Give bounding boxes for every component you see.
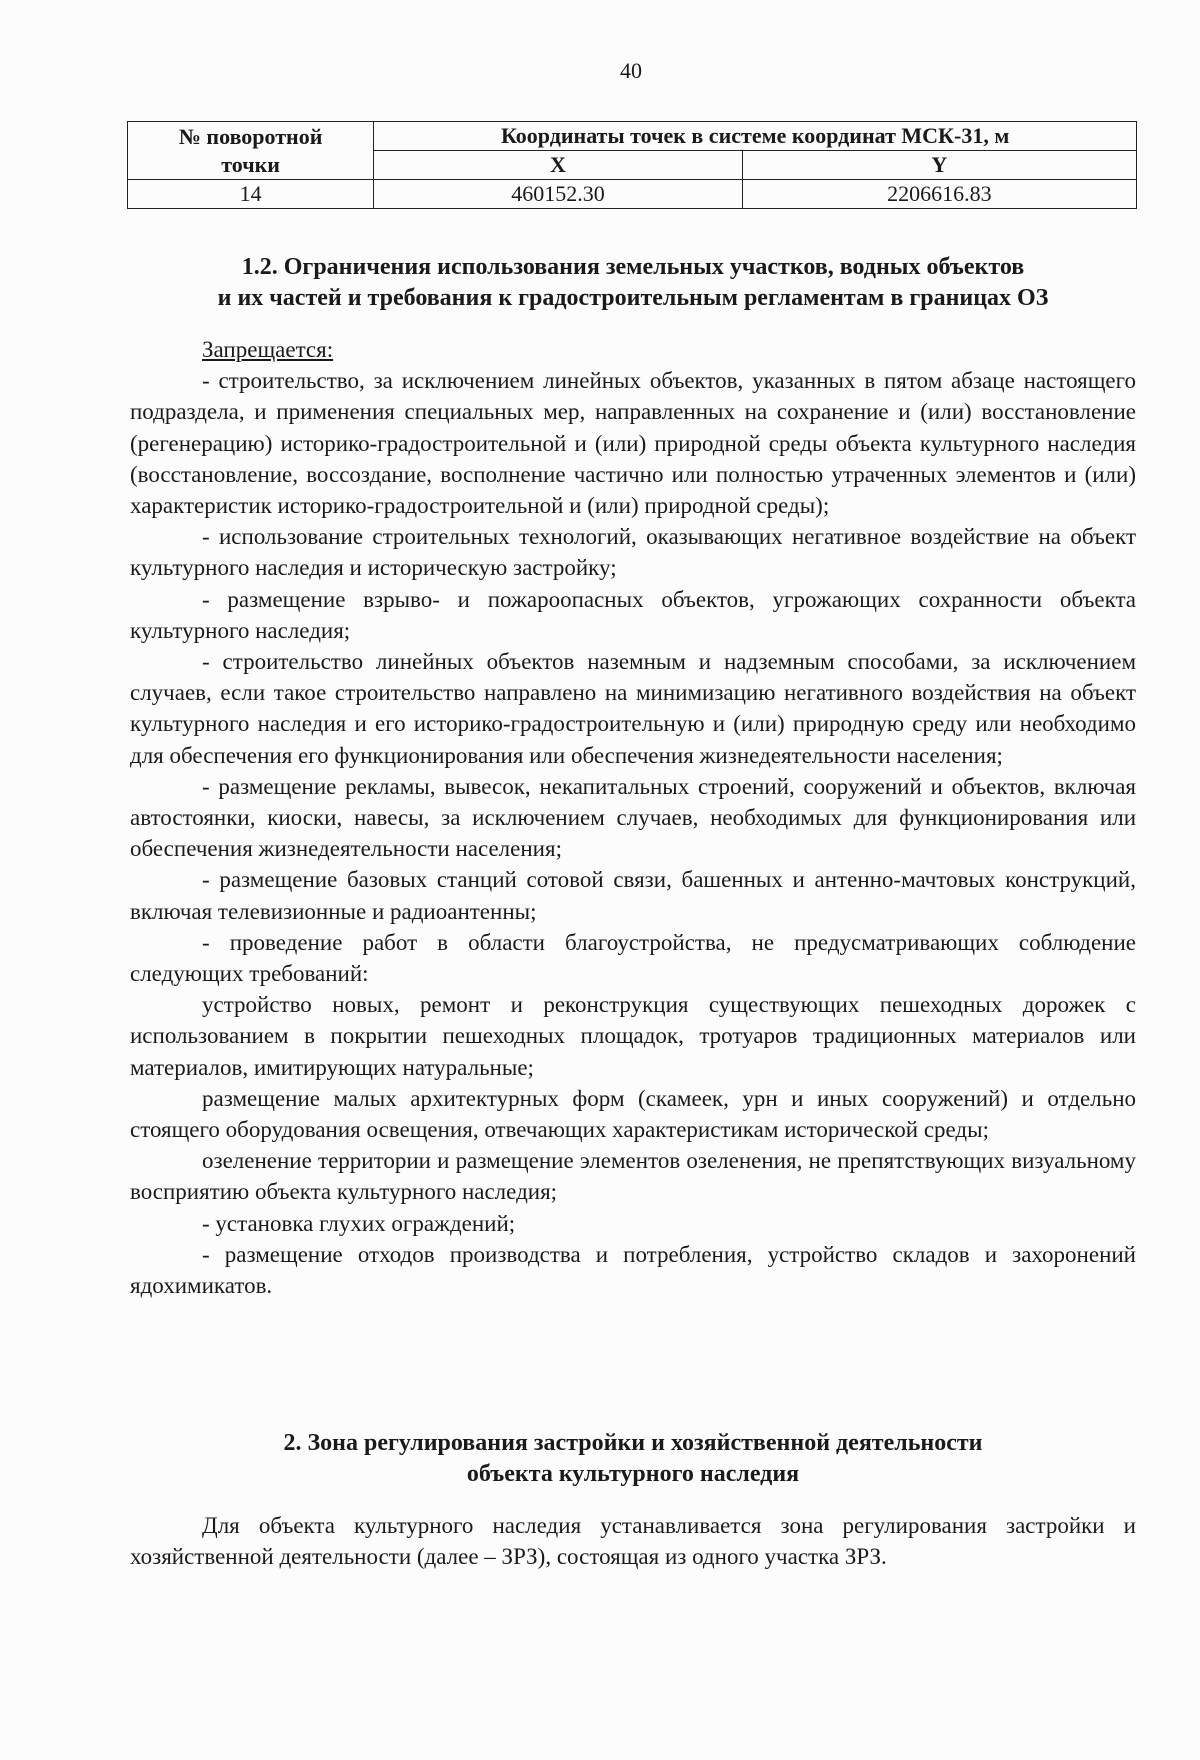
paragraph: - строительство линейных объектов наземным и надземным способами, за исключением случаев, если такое строительство направлено на минимизацию негативного воздействия на объект культурного наследия и его историко-градостроительную и (или) природную среду или необходимо для обеспечения его функционирования или обеспечения жизнедеятельности населения; bbox=[130, 649, 1136, 768]
header-y: Y bbox=[742, 151, 1136, 180]
paragraph: размещение малых архитектурных форм (скамеек, урн и иных сооружений) и отдельно стоящего оборудования освещения, отвечающих характеристикам исторической среды; bbox=[130, 1085, 1136, 1143]
header-point-line2: точки bbox=[221, 151, 280, 177]
page-number: 40 bbox=[620, 58, 642, 83]
paragraph: - использование строительных технологий, оказывающих негативное воздействие на объект культурного наследия и историческую застройку; bbox=[130, 524, 1136, 581]
table-header-row bbox=[128, 122, 1137, 151]
paragraph: - установка глухих ограждений; bbox=[202, 1210, 516, 1236]
paragraph: устройство новых, ремонт и реконструкция существующих пешеходных дорожек с использованием в покрытии пешеходных площадок, тротуаров традиционных материалов или материалов, имитирующих натуральные; bbox=[130, 992, 1136, 1080]
section-1-2-body bbox=[130, 334, 1136, 1301]
paragraph: - размещение отходов производства и потребления, устройство складов и захоронений ядохимикатов. bbox=[130, 1241, 1136, 1299]
header-point-number bbox=[128, 122, 374, 180]
section-1-2-heading-line1: 1.2. Ограничения использования земельных участков, водных объектов bbox=[241, 254, 1025, 280]
paragraph: - строительство, за исключением линейных объектов, указанных в пятом абзаце настоящего подраздела, и применения специальных мер, направленных на сохранение и (или) восстановление (регенерацию) историко-градостроительной и (или) природной среды объекта культурного наследия (восстановление, воссоздание, восполнение частично или полностью утраченных элементов и (или) характеристик историко-градостроительной и (или) природной среды); bbox=[130, 368, 1136, 519]
section-1-2-heading bbox=[130, 252, 1136, 314]
paragraph: озеленение территории и размещение элементов озеленения, не препятствующих визуальному восприятию объекта культурного наследия; bbox=[130, 1148, 1136, 1205]
header-x: X bbox=[374, 151, 742, 180]
paragraph: - размещение рекламы, вывесок, некапитальных строений, сооружений и объектов, включая автостоянки, киоски, навесы, за исключением случаев, необходимых для функционирования или обеспечения жизнедеятельности населения; bbox=[130, 773, 1136, 862]
header-coordinates: Координаты точек в системе координат МСК-31, м bbox=[374, 122, 1137, 151]
section-1-2-heading-line2: и их частей и требования к градостроительным регламентам в границах ОЗ bbox=[217, 285, 1049, 311]
cell-x: 460152.30 bbox=[374, 180, 742, 209]
header-point-line1: № поворотной bbox=[178, 123, 323, 149]
paragraph: - размещение взрыво- и пожароопасных объектов, угрожающих сохранности объекта культурного наследия; bbox=[130, 586, 1136, 643]
paragraph: - размещение базовых станций сотовой связи, башенных и антенно-мачтовых конструкций, включая телевизионные и радиоантенны; bbox=[130, 867, 1136, 924]
cell-point: 14 bbox=[128, 180, 374, 209]
prohibited-label-paragraph bbox=[130, 334, 1136, 365]
prohibited-label: Запрещается: bbox=[202, 337, 334, 362]
table-row bbox=[128, 180, 1137, 209]
section-2-body bbox=[130, 1510, 1136, 1572]
paragraph: Для объекта культурного наследия устанавливается зона регулирования застройки и хозяйственной деятельности (далее – ЗРЗ), состоящая из одного участка ЗРЗ. bbox=[130, 1513, 1136, 1570]
paragraph: - проведение работ в области благоустройства, не предусматривающих соблюдение следующих требований: bbox=[130, 929, 1136, 987]
coordinates-table bbox=[127, 121, 1137, 209]
section-2-heading bbox=[130, 1428, 1136, 1490]
section-2-heading-line1: 2. Зона регулирования застройки и хозяйственной деятельности bbox=[283, 1430, 983, 1456]
section-2-heading-line2: объекта культурного наследия bbox=[466, 1461, 800, 1487]
cell-y: 2206616.83 bbox=[742, 180, 1136, 209]
